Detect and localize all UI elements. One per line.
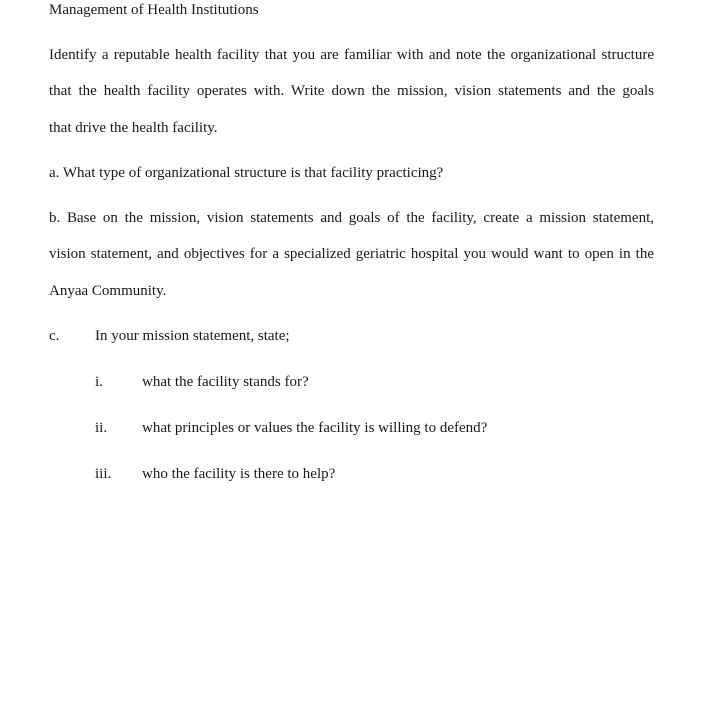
intro-line-3: that drive the health facility. <box>49 120 218 136</box>
document-title: Management of Health Institutions <box>49 2 259 18</box>
list-item-marker: iii. <box>95 466 112 482</box>
question-b-line-1: b. Base on the mission, vision statements and goals of the facility, create a mission statement, <box>49 210 654 226</box>
list-item: who the facility is there to help? <box>142 466 336 482</box>
intro-line-1: Identify a reputable health facility that you are familiar with and note the organizational structure <box>49 47 654 63</box>
question-b-line-3: Anyaa Community. <box>49 283 167 299</box>
list-item: what principles or values the facility is willing to defend? <box>142 420 488 436</box>
list-item-marker: i. <box>95 374 103 390</box>
question-c-marker: c. <box>49 328 60 344</box>
question-c-text: In your mission statement, state; <box>95 328 290 344</box>
intro-line-2: that the health facility operates with. Write down the mission, vision statements and the goals <box>49 83 654 99</box>
list-item-marker: ii. <box>95 420 108 436</box>
question-b-line-2: vision statement, and objectives for a specialized geriatric hospital you would want to open in the <box>49 246 654 262</box>
question-a: a. What type of organizational structure is that facility practicing? <box>49 165 444 181</box>
list-item: what the facility stands for? <box>142 374 309 390</box>
